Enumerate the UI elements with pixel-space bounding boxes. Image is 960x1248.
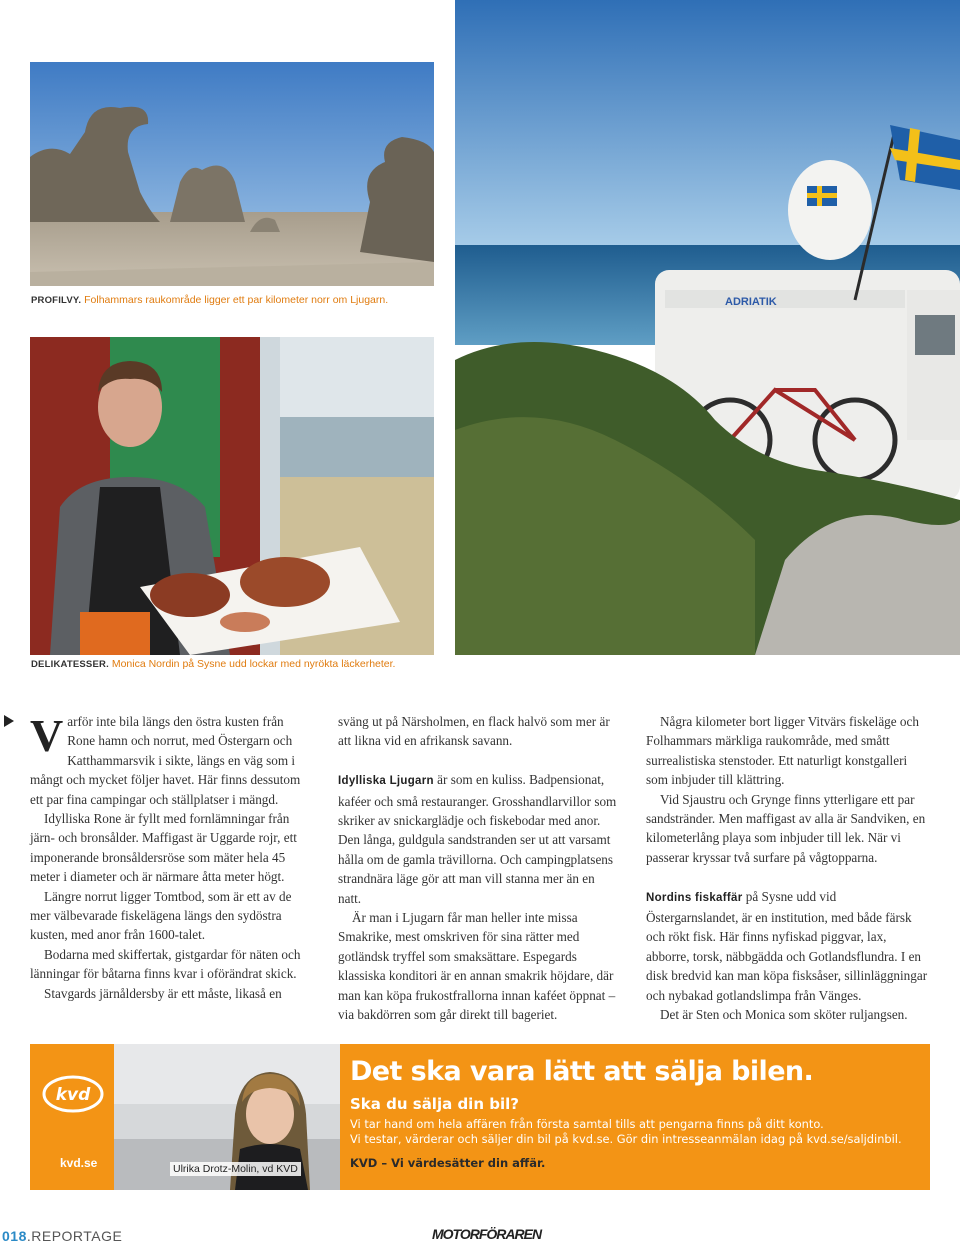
- article-paragraph: Är man i Ljugarn får man heller inte missa Smakrike, mest omskriven för sina rätter med gotländsk tryffel som smaksättare. Espegards klassiska konditori är en annan smakrik höjdare, där man kan köpa frukostfrallorna innan kaféet öppnat – via bakdörren som går direkt till bageriet.: [338, 910, 616, 1023]
- subheading: Nordins fiskaffär: [646, 891, 743, 904]
- kvd-url[interactable]: kvd.se: [60, 1156, 98, 1170]
- kvd-logo: [42, 1074, 104, 1114]
- ad-body-line: Vi tar hand om hela affären från första samtal tills att pengarna finns på ditt konto.: [350, 1117, 824, 1131]
- section-name: .REPORTAGE: [26, 1228, 123, 1244]
- ad-image-panel: [30, 1044, 340, 1190]
- drop-cap: V: [30, 710, 64, 761]
- article-paragraph: Vid Sjaustru och Grynge finns ytterligare ett par sandstränder. Men maffigast av alla är Sandviken, en kilometerlång playa som inbjuder till lek. När vi passerar kryssar två surfare på vågtopparna.: [646, 791, 926, 865]
- article-paragraph: Längre norrut ligger Tomtbod, som är ett av de mer välbevarade fiskelägena längs den sydöstra kusten, med anor från 1600-talet.: [30, 888, 292, 943]
- article-column-3: [646, 712, 931, 1024]
- ad-text-panel: [340, 1044, 930, 1190]
- kvd-advertisement[interactable]: [30, 1044, 930, 1190]
- caravan-photo: [455, 0, 960, 655]
- ad-body: [350, 1117, 930, 1147]
- ad-body-line: Vi testar, värderar och säljer din bil på kvd.se. Gör din intresseanmälan idag på kvd.se/saljdinbil.: [350, 1132, 902, 1146]
- caption-text: Monica Nordin på Sysne udd lockar med nyrökta läckerheter.: [111, 658, 396, 670]
- caption-text: Folhammars raukområde ligger ett par kilometer norr om Ljugarn.: [84, 294, 389, 306]
- ad-subhead: Ska du sälja din bil?: [350, 1095, 519, 1113]
- article-column-2: [338, 712, 618, 1024]
- caption-lead: DELIKATESSER.: [31, 659, 109, 670]
- rauk-photo: [30, 62, 434, 286]
- page-number: 018: [2, 1228, 27, 1244]
- paragraph-text: på Sysne udd vid Östergarnslandet, är en institution, med både färsk och rökt fisk. Här finns nyfiskad piggvar, lax, abborre, torsk, näbbgädda och Gotlandsflundra. I en disk bredvid kan man köpa fisksåser, sillinläggningar och nybakad gotlandslimpa från Vänges.: [646, 888, 928, 1003]
- caption-lead: PROFILVY.: [31, 295, 82, 306]
- rauk-caption: [31, 294, 388, 306]
- article-paragraph: sväng ut på Närsholmen, en flack halvö som mer är att likna vid en afrikansk savann.: [338, 714, 610, 749]
- deli-caption: [31, 658, 395, 670]
- article-column-1: [30, 712, 313, 1003]
- magazine-logo: MOTORFÖRAREN: [432, 1226, 542, 1242]
- ad-tagline: KVD – Vi värdesätter din affär.: [350, 1156, 546, 1170]
- article-paragraph: [646, 887, 931, 1005]
- article-paragraph: Idylliska Rone är fyllt med fornlämningar från järn- och bronsålder. Maffigast är Uggarde rojr, ett imponerande bronsåldersröse som mäter hela 45 meter i diameter och är närmare åtta meter högt.: [30, 811, 297, 885]
- article-paragraph: Stavgards järnåldersby är ett måste, likaså en: [44, 985, 282, 1001]
- kvd-logo-text: kvd: [55, 1085, 91, 1105]
- caravan-brand: ADRIATIK: [725, 296, 777, 308]
- paragraph-text: är som en kuliss. Badpensionat, kaféer och små restauranger. Grosshandlarvillor som skriker av snickarglädje och fiskebodar med anor. Den långa, guldgula sandstranden ser ut att varsamt hålla om de gamla trävillorna. Och campingplatsens strandnära läge gör att man vill stanna mer än en natt.: [338, 772, 617, 906]
- article-paragraph: Det är Sten och Monica som sköter ruljangsen.: [660, 1007, 908, 1023]
- article-paragraph: Några kilometer bort ligger Vitvärs fiskeläge och Folhammars märkliga raukområde, med smått surrealistiska stenstoder. Ett naturligt konstgalleri som inbjuder till klättring.: [646, 714, 919, 788]
- subheading: Idylliska Ljugarn: [338, 775, 434, 788]
- paragraph-text: arför inte bila längs den östra kusten från Rone hamn och norrut, med Östergarn och Katthammarsvik i sikte, längs en väg som i mångt och mycket följer havet. Här finns dessutom ett par fina campingar och ställplatser i mängd.: [30, 714, 301, 807]
- paragraph-gap: [646, 867, 931, 886]
- article-paragraph: [338, 770, 618, 908]
- person-caption: Ulrika Drotz-Molin, vd KVD: [170, 1162, 301, 1176]
- article-paragraph: Bodarna med skiffertak, gistgardar för näten och länningar för båtarna finns kvar i oförändrat skick.: [30, 946, 301, 982]
- paragraph-gap: [338, 751, 618, 770]
- page-folio: [2, 1228, 122, 1244]
- article-paragraph: [30, 712, 313, 809]
- article-start-marker: [4, 715, 14, 727]
- deli-photo: [30, 337, 434, 655]
- ad-headline: Det ska vara lätt att sälja bilen.: [350, 1056, 814, 1087]
